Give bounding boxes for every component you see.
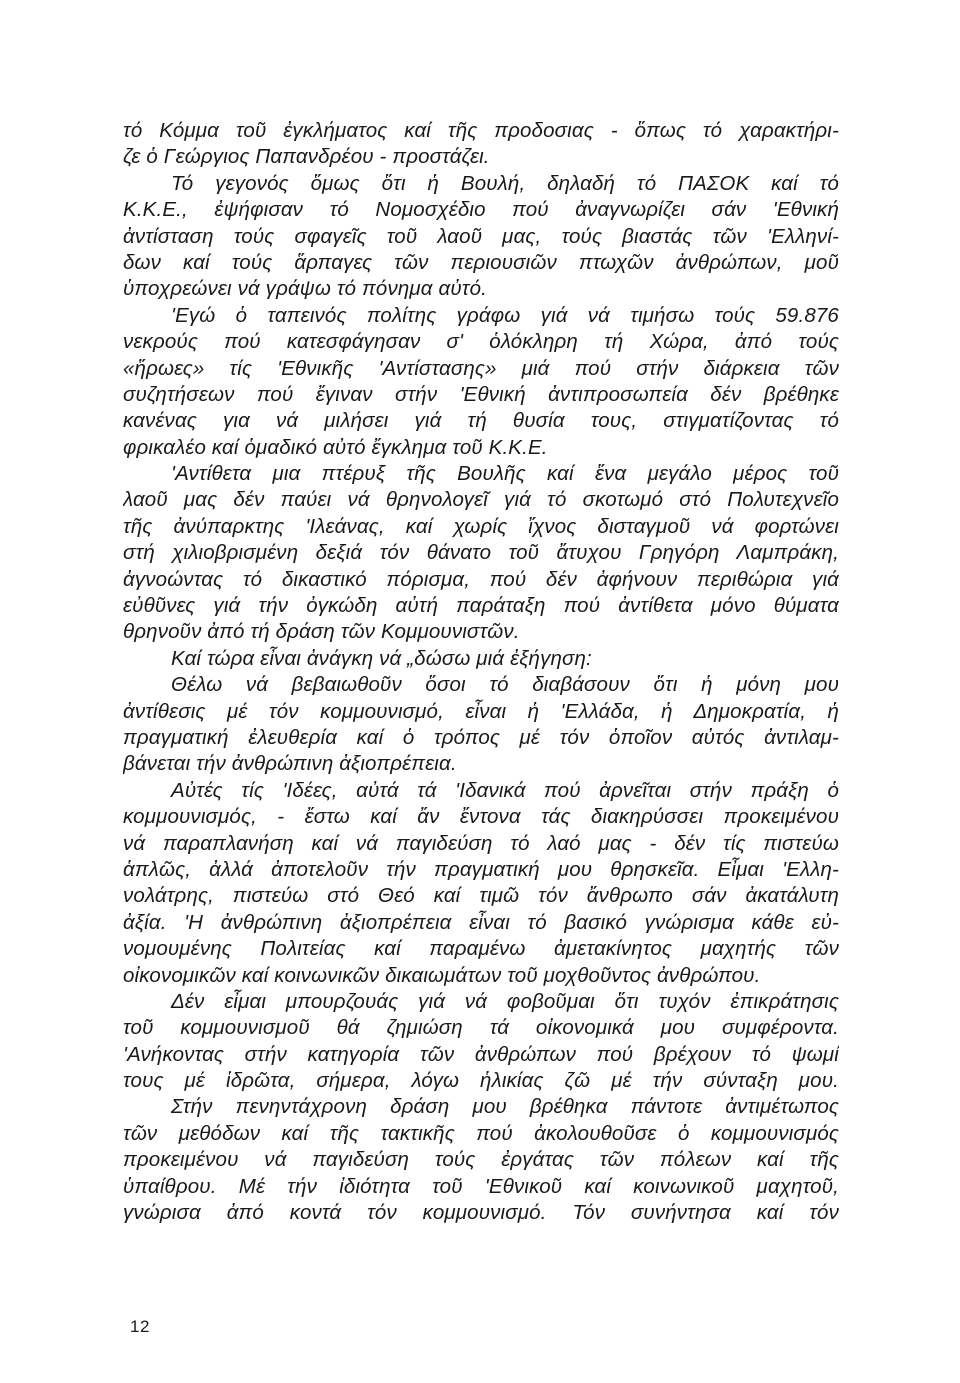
text-line: συζητήσεων πού ἔγιναν στήν 'Εθνική ἀντιπροσωπεία δέν βρέθηκε xyxy=(123,382,839,406)
text-line: κανένας για νά μιλήσει γιά τή θυσία τους, στιγματίζοντας τό xyxy=(123,409,839,433)
text-line: Κ.Κ.Ε., ἐψήφισαν τό Νομοσχέδιο πού ἀναγνωρίζει σάν 'Εθνική xyxy=(123,198,839,222)
text-line: Αὐτές τίς 'Ιδέες, αὐτά τά 'Ιδανικά πού ἀρνεῖται στήν πράξη ὁ xyxy=(171,778,839,802)
text-line: στή χιλιοβρισμένη δεξιά τόν θάνατο τοῦ ἄτυχου Γρηγόρη Λαμπράκη, xyxy=(123,541,839,565)
text-line: ἀξία. 'Η ἀνθρώπινη ἀξιοπρέπεια εἶναι τό βασικό γνώρισμα κάθε εὐ- xyxy=(123,910,839,934)
text-line: τό Κόμμα τοῦ ἐγκλήματος καί τῆς προδοσιας - ὅπως τό χαρακτήρι- xyxy=(123,119,839,142)
text-line: ἀντίσταση τούς σφαγεῖς τοῦ λαοῦ μας, τούς βιαστάς τῶν 'Ελληνί- xyxy=(123,224,839,248)
text-line: ἀγνοώντας τό δικαστικό πόρισμα, πού δέν ἀφήνουν περιθώρια γιά xyxy=(123,567,839,591)
text-line: κομμουνισμός, - ἔστω καί ἄν ἔντονα τάς διακηρύσσει προκειμένου xyxy=(123,805,839,829)
text-line: ζε ὁ Γεώργιος Παπανδρέου - προστάζει. xyxy=(123,145,490,169)
text-line: θρηνοῦν ἀπό τή δράση τῶν Κομμουνιστῶν. xyxy=(123,620,520,644)
text-line: ἀντίθεσις μέ τόν κομμουνισμό, εἶναι ἡ 'Ελλάδα, ἡ Δημοκρατία, ἡ xyxy=(123,699,839,723)
page-body xyxy=(123,118,839,1226)
text-line: 'Εγώ ὁ ταπεινός πολίτης γράφω γιά νά τιμήσω τούς 59.876 xyxy=(171,303,839,327)
text-line: εὐθῦνες γιά τήν ὀγκώδη αὐτή παράταξη πού ἀντίθετα μόνο θύματα xyxy=(123,594,839,618)
text-line: ὑπαίθρου. Μέ τήν ἰδιότητα τοῦ 'Εθνικοῦ καί κοινωνικοῦ μαχητοῦ, xyxy=(123,1174,839,1198)
text-line: δων καί τούς ἅρπαγες τῶν περιουσιῶν πτωχῶν ἀνθρώπων, μοῦ xyxy=(123,250,839,274)
text-line: Στήν πενηντάχρονη δράση μου βρέθηκα πάντοτε ἀντιμέτωπος xyxy=(171,1095,839,1119)
text-line: «ἥρωες» τίς 'Εθνικῆς 'Αντίστασης» μιά πού στήν διάρκεια τῶν xyxy=(123,356,839,380)
page-number: 12 xyxy=(130,1317,150,1336)
text-line: ἁπλῶς, ἀλλά ἀποτελοῦν τήν πραγματική μου θρησκεῖα. Εἶμαι 'Ελλη- xyxy=(123,857,839,881)
text-line: τῆς ἀνύπαρκτης 'Ιλεάνας, καί χωρίς ἴχνος δισταγμοῦ νά φορτώνει xyxy=(123,514,839,538)
text-line: τοῦ κομμουνισμοῦ θά ζημιώση τά οἰκονομικά μου συμφέροντα. xyxy=(123,1016,839,1040)
text-line: Τό γεγονός ὅμως ὅτι ἡ Βουλή, δηλαδή τό ΠΑΣΟΚ καί τό xyxy=(171,171,839,195)
text-line: οἰκονομικῶν καί κοινωνικῶν δικαιωμάτων τοῦ μοχθοῦντος ἀνθρώπου. xyxy=(123,963,761,987)
text-line: φρικαλέο καί ὁμαδικό αὐτό ἔγκλημα τοῦ Κ.Κ.Ε. xyxy=(123,435,548,459)
text-line: νεκρούς πού κατεσφάγησαν σ' ὁλόκληρη τή Χώρα, ἀπό τούς xyxy=(123,330,839,354)
text-line: γνώρισα ἀπό κοντά τόν κομμουνισμό. Τόν συνήντησα καί τόν xyxy=(123,1201,839,1225)
text-line: 'Ανήκοντας στήν κατηγορία τῶν ἀνθρώπων πού βρέχουν τό ψωμί xyxy=(123,1042,839,1066)
text-line: λαοῦ μας δέν παύει νά θρηνολογεῖ γιά τό σκοτωμό στό Πολυτεχνεῖο xyxy=(123,488,839,512)
text-line: νομουμένης Πολιτείας καί παραμένω ἀμετακίνητος μαχητής τῶν xyxy=(123,937,839,961)
text-line: νά παραπλανήση καί νά παγιδεύση τό λαό μας - δέν τίς πιστεύω xyxy=(123,831,839,855)
text-line: Θέλω νά βεβαιωθοῦν ὅσοι τό διαβάσουν ὅτι ἡ μόνη μου xyxy=(171,673,839,697)
text-line: πραγματική ἐλευθερία καί ὁ τρόπος μέ τόν ὁποῖον αὐτός ἀντιλαμ- xyxy=(123,725,839,749)
text-line: προκειμένου νά παγιδεύση τούς ἐργάτας τῶν πόλεων καί τῆς xyxy=(123,1148,839,1172)
text-line: ὑποχρεώνει νά γράψω τό πόνημα αὐτό. xyxy=(123,277,487,301)
text-line: βάνεται τήν ἀνθρώπινη ἀξιοπρέπεια. xyxy=(123,752,457,776)
text-line: νολάτρης, πιστεύω στό Θεό καί τιμῶ τόν ἄνθρωπο σάν ἀκατάλυτη xyxy=(123,884,839,908)
text-line: τους μέ ἱδρῶτα, σήμερα, λόγω ἡλικίας ζῶ μέ τήν σύνταξη μου. xyxy=(123,1069,839,1093)
text-line: Καί τώρα εἶναι ἀνάγκη νά „δώσω μιά ἐξήγηση: xyxy=(171,646,592,670)
text-line: τῶν μεθόδων καί τῆς τακτικῆς πού ἀκολουθοῦσε ὁ κομμουνισμός xyxy=(123,1121,839,1145)
text-line: 'Αντίθετα μια πτέρυξ τῆς Βουλῆς καί ἕνα μεγάλο μέρος τοῦ xyxy=(171,462,839,486)
text-line: Δέν εἶμαι μπουρζουάς γιά νά φοβοῦμαι ὅτι τυχόν ἐπικράτησις xyxy=(171,989,839,1013)
